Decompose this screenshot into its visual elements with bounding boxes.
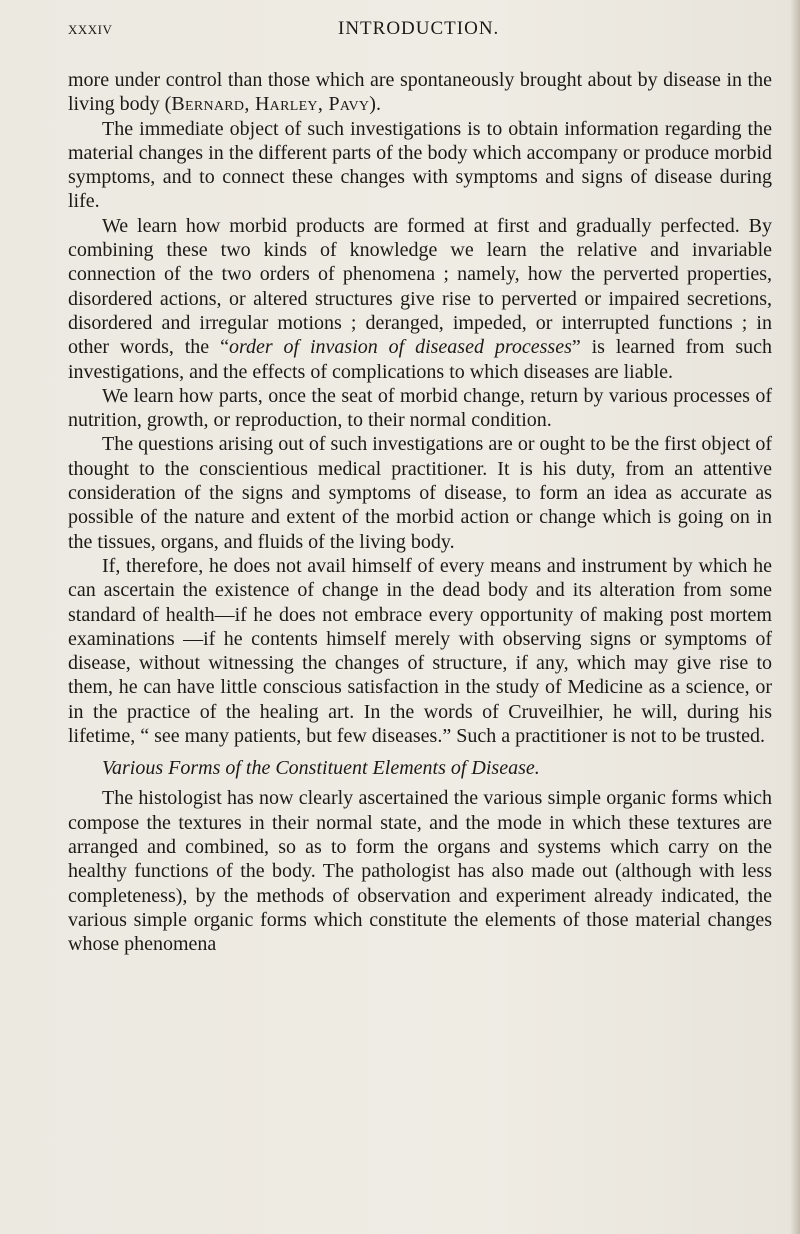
running-head bbox=[68, 18, 772, 48]
paragraph: The immediate object of such investigations is to obtain information regarding the material changes in the different parts of the body which accompany or produce morbid symptoms, and to connect these changes with symptoms and signs of disease during life. bbox=[68, 117, 772, 213]
paragraph: We learn how parts, once the seat of morbid change, return by various processes of nutrition, growth, or reproduction, to their normal condition. bbox=[68, 384, 772, 432]
paragraph-continuation bbox=[68, 68, 772, 117]
paragraph-text: more under control than those which are spontaneously brought about by disease in the living body ( bbox=[68, 69, 772, 116]
paragraph-text: ” is learned from such investigations, and the effects of complications to which diseases are liable. bbox=[68, 336, 772, 383]
section-heading: Various Forms of the Constituent Elements of Disease. bbox=[102, 757, 540, 780]
paragraph bbox=[68, 214, 772, 384]
page-edge-shadow bbox=[790, 0, 800, 1234]
italic-phrase: order of invasion of diseased processes bbox=[228, 336, 572, 359]
paragraph: The histologist has now clearly ascertained the various simple organic forms which compose the textures in their normal state, and the mode in which these textures are arranged and combined, so as to form the organs and systems which carry on the healthy functions of the body. The pathologist has also made out (although with less completeness), by the methods of observation and experiment already indicated, the various simple organic forms which constitute the elements of those material changes whose phenomena bbox=[68, 787, 772, 956]
paragraph-text: We learn how morbid products are formed at first and gradually perfected. By combining these two kinds of knowledge we learn the relative and invariable connection of the two orders of phenomena ; namely, how the perverted properties, disordered actions, or altered structures give rise to perverted or impaired secretions, disordered and irregular motions ; deranged, impeded, or interrupted functions ; in other words, the “ bbox=[68, 214, 772, 359]
page-number: xxxiv bbox=[68, 18, 113, 39]
paragraph: The questions arising out of such investigations are or ought to be the first object of thought to the conscientious medical practitioner. It is his duty, from an attentive consideration of the signs and symptoms of disease, to form an idea as accurate as possible of the nature and extent of the morbid action or change which is going on in the tissues, organs, and fluids of the living body. bbox=[68, 433, 772, 553]
paragraph: If, therefore, he does not avail himself of every means and instrument by which he can ascertain the existence of change in the dead body and its alteration from some standard of health—if he does not embrace every opportunity of making post mortem examinations —if he contents himself merely with observing signs or symptoms of disease, without witnessing the changes of structure, if any, which may give rise to them, he can have little conscious satisfaction in the study of Medicine as a science, or in the practice of the healing art. In the words of Cruveilhier, he will, during his lifetime, “ see many patients, but few diseases.” Such a practitioner is not to be trusted. bbox=[68, 554, 772, 748]
running-title: INTRODUCTION. bbox=[338, 18, 500, 39]
paragraph-text: ). bbox=[369, 93, 381, 116]
cited-authors: Bernard, Harley, Pavy bbox=[171, 93, 370, 116]
body-text bbox=[68, 68, 772, 956]
